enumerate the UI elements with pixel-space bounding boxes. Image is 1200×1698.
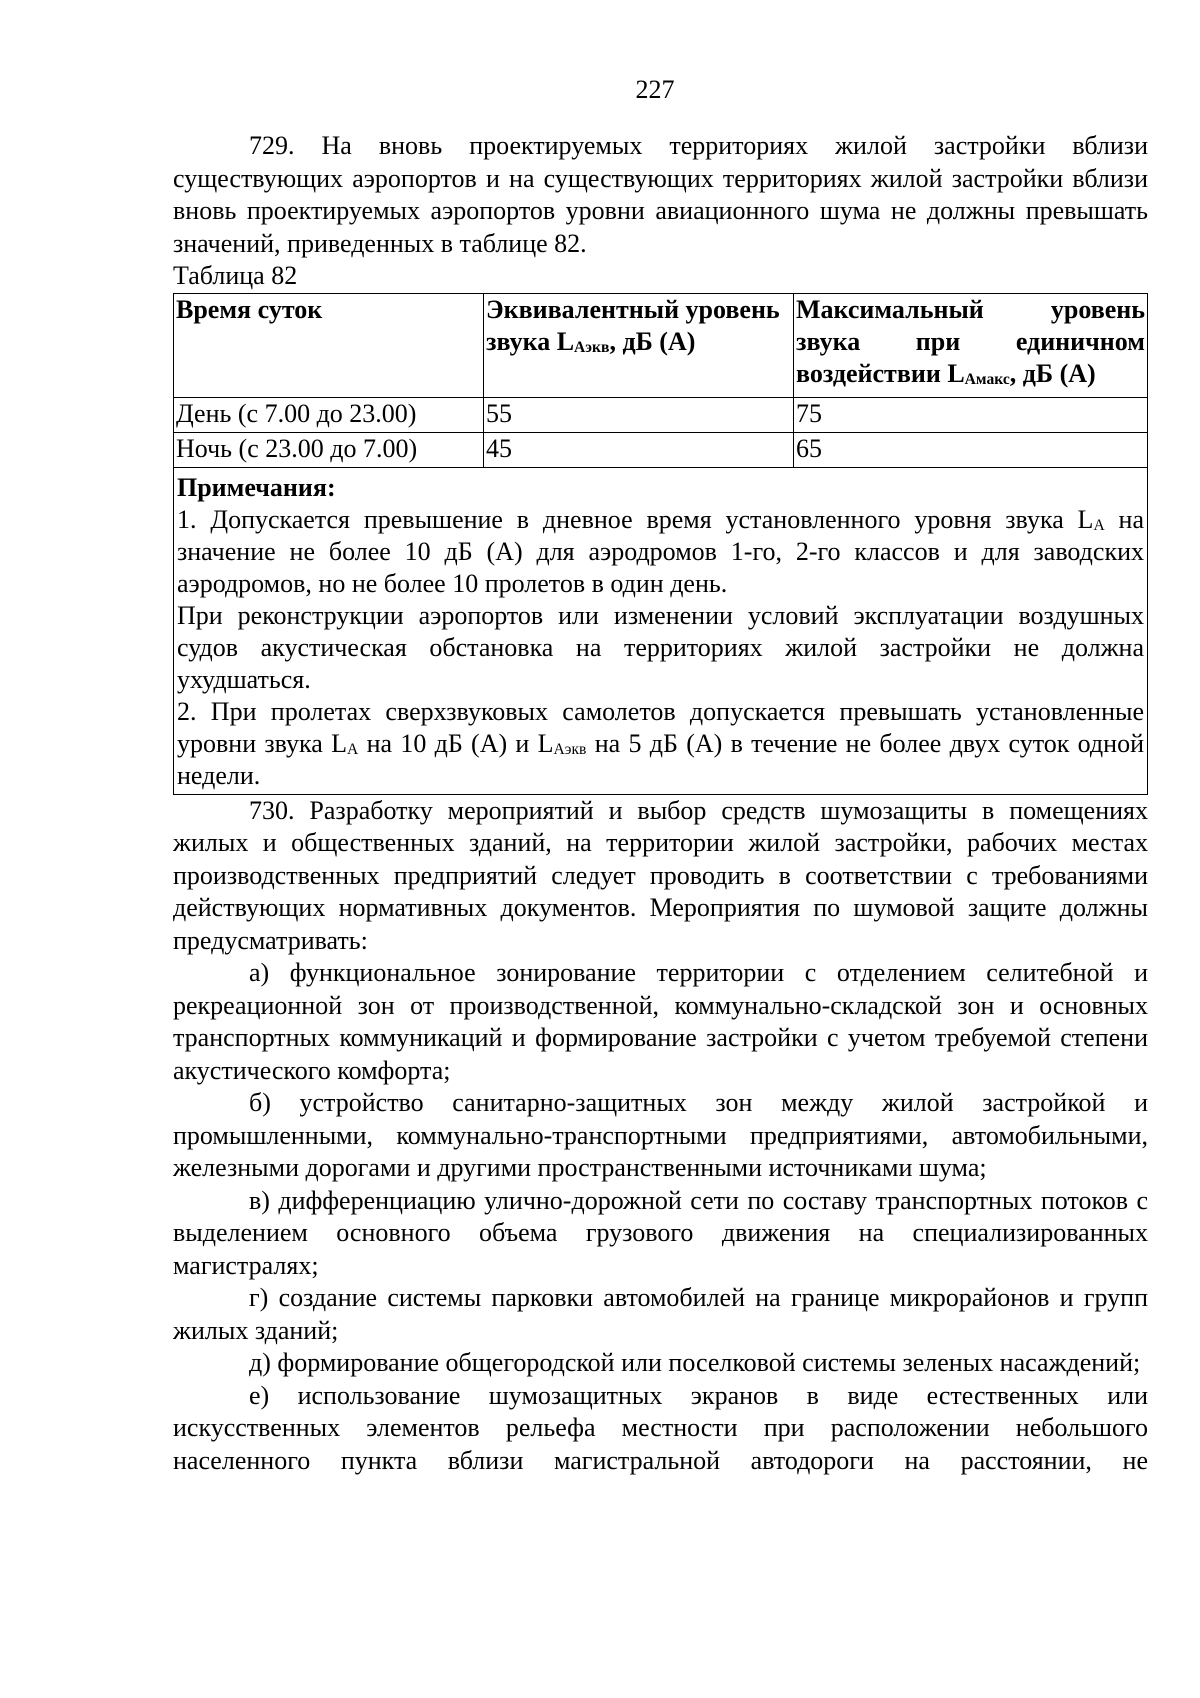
table-notes-cell [174,467,1148,794]
page-number: 227 [635,75,675,104]
noise-limits-table [173,293,1148,795]
header-maximum-unit: , дБ (А) [1009,358,1096,388]
cell-equivalent: 45 [484,432,794,467]
header-equivalent-level [484,293,794,397]
cell-maximum: 75 [794,397,1148,432]
table-row [174,432,1148,467]
list-item: б) устройство санитарно-защитных зон между жилой застройкой и промышленными, коммунально-транспортными предприятиями, автомобильными, железными дорогами и другими пространственными источниками шума; [173,1088,1148,1182]
header-maximum-sub: Амакс [964,370,1010,388]
list-item: а) функциональное зонирование территории с отделением селитебной и рекреационной зон от производственной, коммунально-складской зон и основных транспортных коммуникаций и формирование застройки с учетом требуемой степени акустического комфорта; [173,958,1148,1085]
table-header-row [174,293,1148,397]
list-item: г) создание системы парковки автомобилей на границе микрорайонов и групп жилых зданий; [173,1283,1148,1345]
note-2-text-b: на 10 дБ (А) и L [358,728,554,758]
note-2-text-a: 2. При пролетах сверхзвуковых самолетов допускается превышать установленные уровни звука L [177,696,1144,758]
list-item: д) формирование общегородской или поселковой системы зеленых насаждений; [249,1348,1141,1377]
notes-title: Примечания: [177,472,336,502]
note-1-text: 1. Допускается превышение в дневное время установленного уровня звука L [177,504,1094,534]
header-time-of-day: Время суток [174,293,484,397]
note-2-text-c: на 5 дБ (А) в течение не более двух суток одной недели. [177,728,1144,790]
table-row [174,397,1148,432]
note-1 [177,504,1144,600]
note-2-sub-a: А [347,740,359,758]
note-2 [177,696,1144,792]
header-maximum-level [794,293,1148,397]
header-equivalent-unit: , дБ (А) [609,326,696,356]
cell-period: День (с 7.00 до 23.00) [174,397,484,432]
table-caption: Таблица 82 [173,261,298,290]
note-1-tail: на значение не более 10 дБ (А) для аэродромов 1-го, 2-го классов и для заводских аэродромов, но не более 10 пролетов в один день. [177,504,1144,598]
paragraph-730: 730. Разработку мероприятий и выбор средств шумозащиты в помещениях жилых и общественных зданий, на территории жилой застройки, рабочих местах производственных предприятий следует проводить в соответствии с требованиями действующих нормативных документов. Мероприятия по шумовой защите должны предусматривать: [173,795,1148,955]
cell-period: Ночь (с 23.00 до 7.00) [174,432,484,467]
cell-maximum: 65 [794,432,1148,467]
page-content [173,130,1148,1477]
cell-equivalent: 55 [484,397,794,432]
header-maximum-text: Максимальный уровень звука при единичном воздействии L [796,294,1145,388]
table-notes-row [174,467,1148,794]
header-equivalent-text: Эквивалентный уровень звука L [486,294,780,356]
list-item: в) дифференциацию улично-дорожной сети по составу транспортных потоков с выделением основного объема грузового движения на специализированных магистралях; [173,1185,1148,1280]
note-2-sub-b: Аэкв [553,740,587,758]
note-1-sub: А [1093,516,1105,534]
paragraph-729: 729. На вновь проектируемых территориях жилой застройки вблизи существующих аэропортов и на существующих территориях жилой застройки вблизи вновь проектируемых аэропортов уровни авиационного шума не должны превышать значений, приведенных в таблице 82. [173,131,1148,258]
note-1-continuation: При реконструкции аэропортов или изменении условий эксплуатации воздушных судов акустическая обстановка на территориях жилой застройки не должна ухудшаться. [177,600,1144,694]
list-item: е) использование шумозащитных экранов в виде естественных или искусственных элементов рельефа местности при расположении небольшого населенного пункта вблизи магистральной автодороги на расстоянии, не [173,1380,1148,1475]
header-equivalent-sub: Аэкв [574,338,610,356]
